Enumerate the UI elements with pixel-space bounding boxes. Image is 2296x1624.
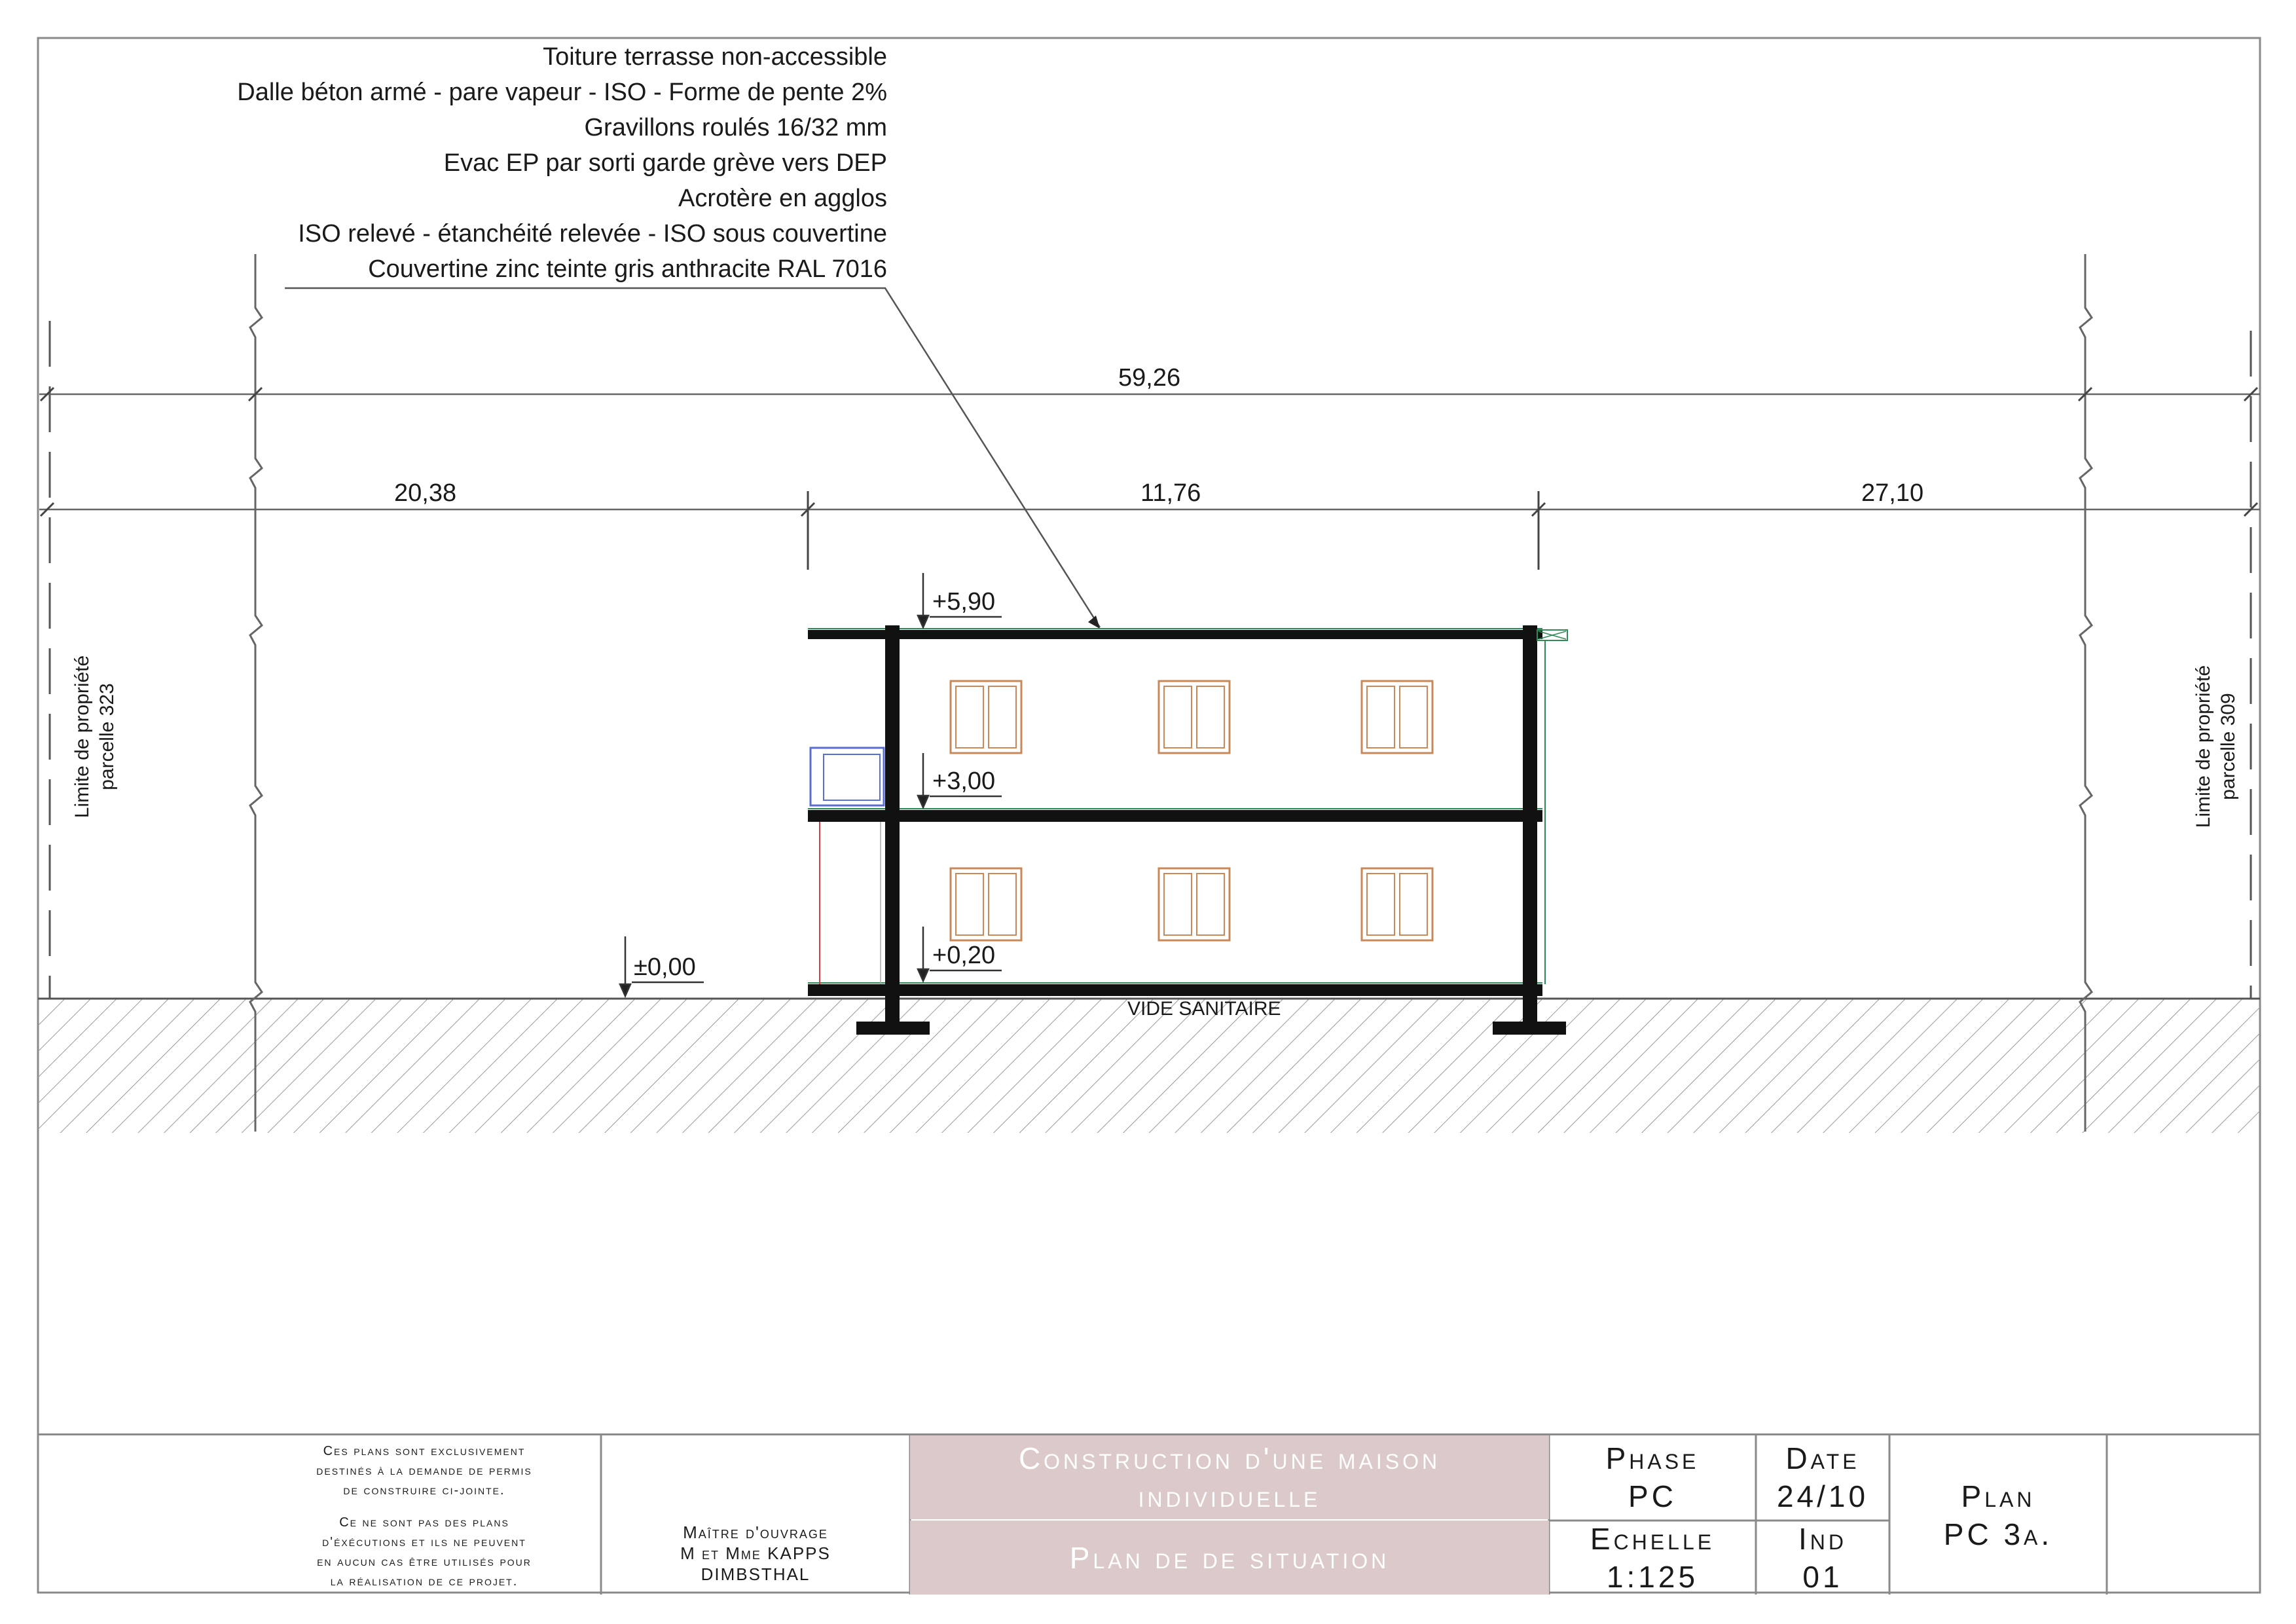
title-block [38,1433,2260,1593]
footing-right [1493,1022,1566,1035]
window-6 [1362,868,1432,940]
first-floor-slab [808,810,1542,822]
property-limit-left [70,619,120,855]
date-cell [1756,1435,1889,1519]
dimension-total: 59,26 [1118,364,1181,392]
owner-place: DIMBSTHAL [701,1564,811,1584]
window-3 [1362,681,1432,753]
wall-left [885,625,900,1024]
property-limit-right-line2: parcelle 309 [2217,693,2239,800]
dimension-ticks [41,388,2257,570]
level-ground-floor: +0,20 [932,942,996,969]
scale-label: Echelle [1590,1521,1715,1556]
roof-slab [808,630,1542,639]
level-roof: +5,90 [932,588,996,616]
dimension-middle: 11,76 [1140,479,1201,507]
window-4 [951,868,1021,940]
property-limit-left-line1: Limite de propriété [71,655,93,819]
window-2 [1159,681,1230,753]
crawl-space-label: VIDE SANITAIRE [1127,998,1281,1020]
footing-left [856,1022,930,1035]
roof-note-2: Dalle béton armé - pare vapeur - ISO - Forme de pente 2% [237,79,887,106]
project-title: Construction d'une maison individuelle [910,1435,1549,1519]
plan-value: PC 3a. [1943,1517,2053,1551]
disclaimer-1: Ces plans sont exclusivement destinés à la demande de permis de construire ci-jointe. [316,1444,532,1498]
roof-leader-arrow [1088,616,1100,629]
owner-name: M et Mme KAPPS [680,1543,831,1563]
wall-right [1523,625,1537,1024]
plan-label: Plan [1961,1479,2035,1513]
owner-block [608,1517,903,1590]
disclaimer-2: Ce ne sont pas des plans d'éxécutions et ils ne peuvent en aucun cas être utilisés pour la réalisation de ce projet. [317,1515,532,1589]
scale-value: 1:125 [1606,1559,1699,1594]
date-label: Date [1785,1441,1860,1475]
level-ground: ±0,00 [634,953,696,981]
drawing-title: Plan de de situation [910,1521,1549,1595]
property-limit-left-line2: parcelle 323 [96,683,118,790]
level-first-floor: +3,00 [932,767,996,795]
roof-note-5: Acrotère en agglos [678,185,887,212]
index-value: 01 [1802,1559,1843,1594]
index-label: Ind [1798,1521,1847,1556]
property-limit-right [2191,629,2241,864]
phase-label: Phase [1605,1441,1700,1475]
phase-cell [1549,1435,1756,1519]
index-cell [1756,1521,1889,1595]
phase-value: PC [1628,1479,1677,1513]
roof-note-4: Evac EP par sorti garde grève vers DEP [443,149,887,177]
balcony-box [811,748,884,805]
scale-cell [1549,1521,1756,1595]
roof-note-6: ISO relevé - étanchéité relevée - ISO sous couvertine [298,220,887,248]
roof-note-3: Gravillons roulés 16/32 mm [584,114,887,141]
roof-note-1: Toiture terrasse non-accessible [543,43,887,71]
owner-label: Maître d'ouvrage [683,1522,828,1542]
window-1 [951,681,1021,753]
ground-floor-slab [808,984,1542,996]
plan-cell [1889,1435,2107,1595]
roof-leader-line [285,288,1100,627]
date-value: 24/10 [1776,1479,1869,1513]
window-5 [1159,868,1230,940]
roof-note-7: Couvertine zinc teinte gris anthracite RAL 7016 [368,255,887,283]
dimension-left: 20,38 [394,479,457,507]
dimension-right: 27,10 [1861,479,1924,507]
property-limit-right-line1: Limite de propriété [2193,665,2214,828]
